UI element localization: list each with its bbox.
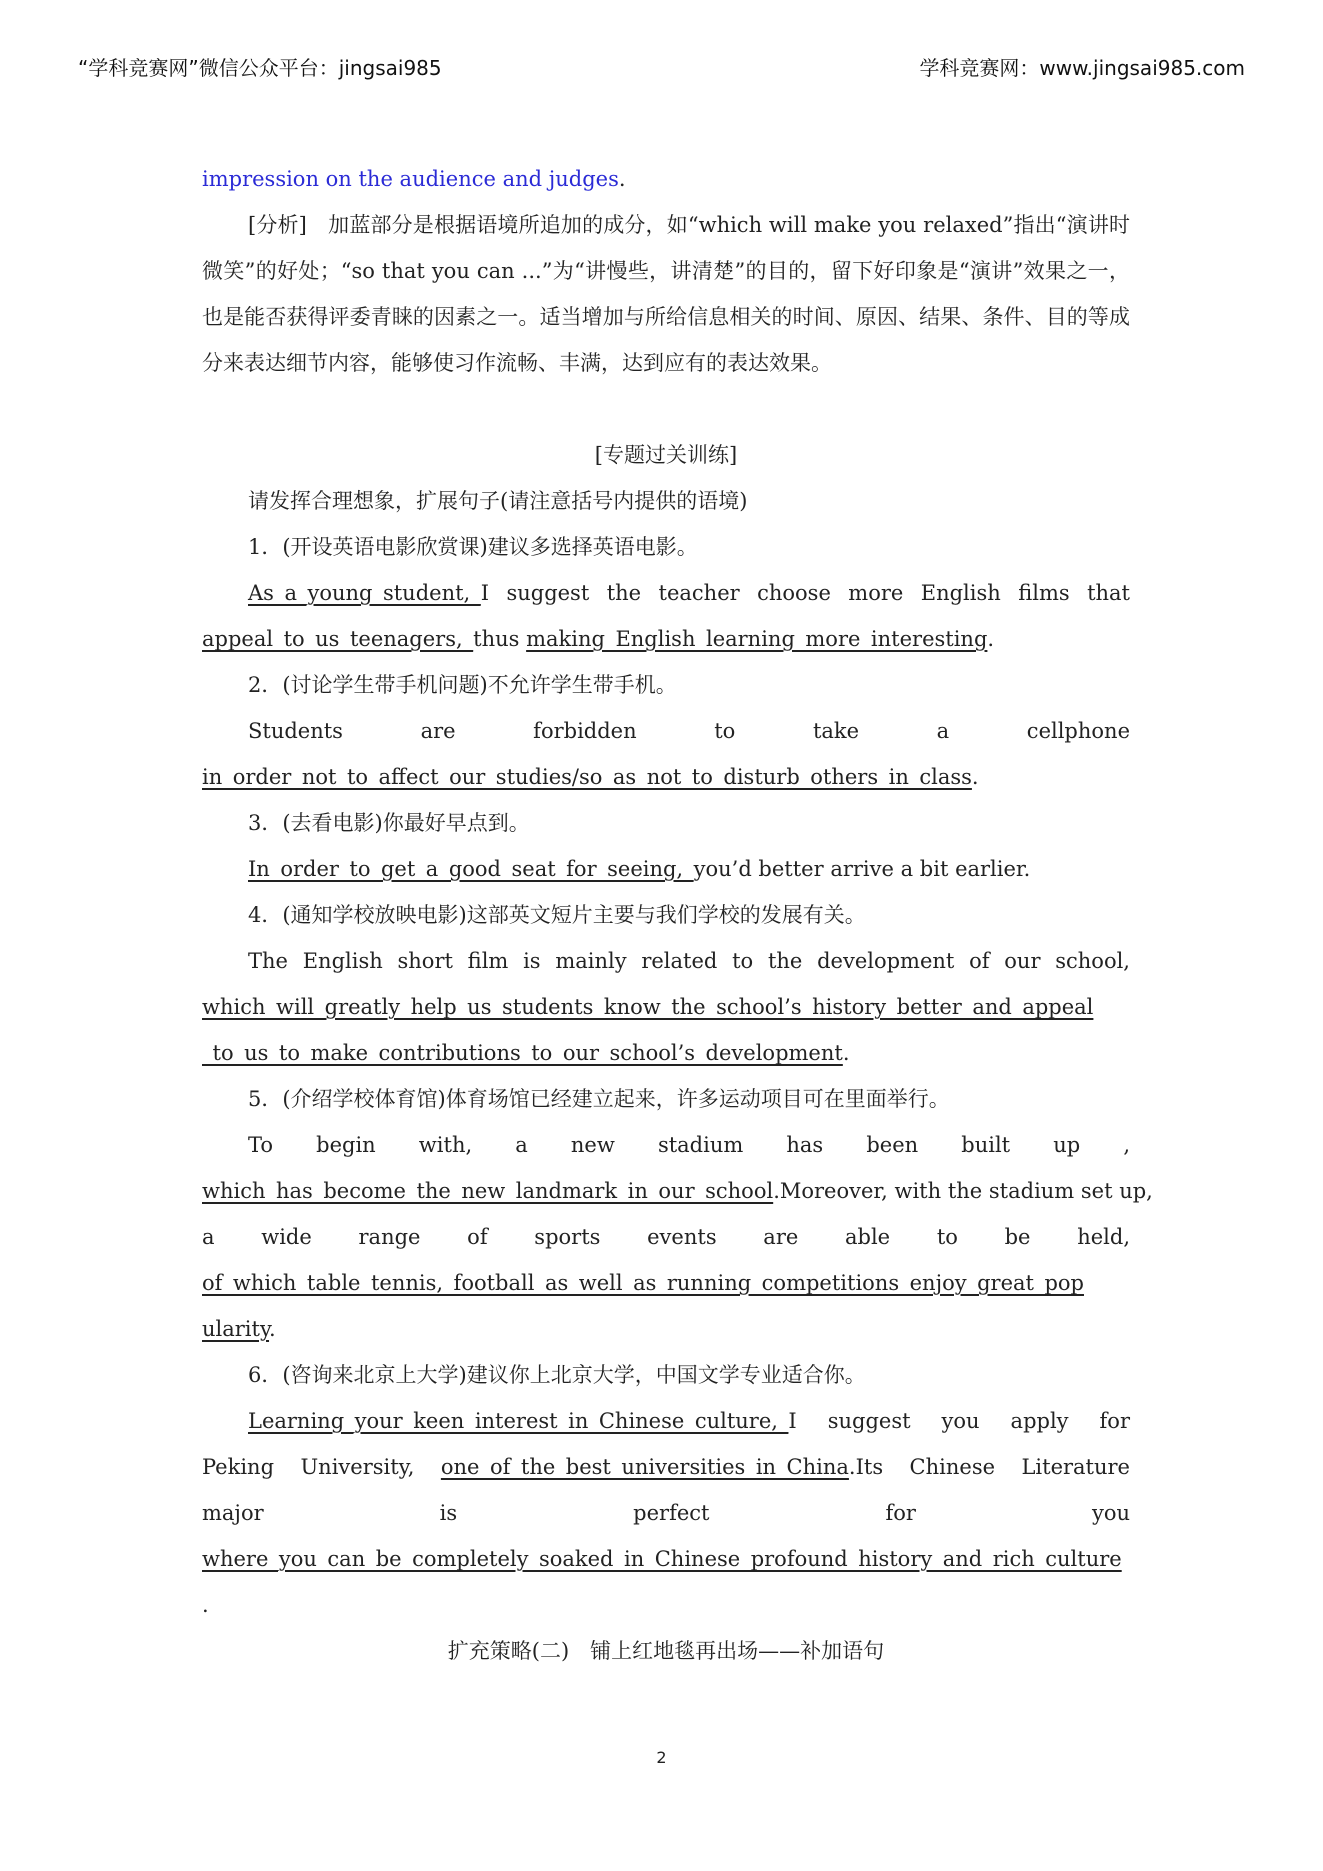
strategy-heading: 扩充策略(二) 铺上红地毯再出场——补加语句 [447, 1639, 885, 1663]
answer-6-line-3: major is perfect for you [202, 1501, 1130, 1525]
question-1: 1．(开设英语电影欣赏课)建议多选择英语电影。 [248, 535, 698, 559]
question-4: 4．(通知学校放映电影)这部英文短片主要与我们学校的发展有关。 [248, 903, 866, 927]
question-5: 5．(介绍学校体育馆)体育场馆已经建立起来，许多运动项目可在里面举行。 [248, 1087, 950, 1111]
answer-4-line-3: _to_us_to_make_contributions_to_our_school’s_development. [202, 1041, 850, 1065]
answer-5-line-1: To begin with, a new stadium has been built up , [248, 1133, 1130, 1157]
answer-4-line-1: The English short film is mainly related to the development of our school, [248, 949, 1130, 973]
instruction: 请发挥合理想象，扩展句子(请注意括号内提供的语境) [248, 489, 748, 513]
answer-3-line-1: In_order_to_get_a_good_seat_for_seeing,_you’d better arrive a bit earlier. [248, 857, 1031, 881]
header-left: “学科竞赛网”微信公众平台：jingsai985 [78, 56, 442, 80]
blue-added-text: impression on the audience and judges [202, 167, 619, 191]
answer-5-line-3: a wide range of sports events are able to be held, [202, 1225, 1130, 1249]
answer-5-line-2: which_has_become_the_new_landmark_in_our_school.Moreover, with the stadium set up, [202, 1179, 1153, 1203]
question-2: 2．(讨论学生带手机问题)不允许学生带手机。 [248, 673, 677, 697]
answer-1-line-1: As_a_young_student,_I suggest the teacher choose more English films that [248, 581, 1130, 605]
answer-4-line-2: which_will_greatly_help_us_students_know_the_school’s_history_better_and_appeal [202, 995, 1094, 1019]
answer-5-line-4: of_which_table_tennis,_football_as_well_as_running_competitions_enjoy_great_pop [202, 1271, 1084, 1295]
answer-6-line-5: . [202, 1593, 209, 1617]
answer-1-line-2: appeal_to_us_teenagers,_thus making_English_learning_more_interesting. [202, 627, 995, 651]
document-body [202, 156, 1153, 1674]
answer-5-line-5: ularity. [202, 1317, 276, 1341]
answer-6-line-1: Learning_your_keen_interest_in_Chinese_culture,_I suggest you apply for [248, 1409, 1130, 1433]
answer-6-line-4: where_you_can_be_completely_soaked_in_Chinese_profound_history_and_rich_culture [202, 1547, 1122, 1571]
header-right: 学科竞赛网：www.jingsai985.com [919, 56, 1245, 80]
answer-6-line-2: Peking University, one_of_the_best_universities_in_China.Its Chinese Literature [202, 1455, 1130, 1479]
answer-2-line-1: Students are forbidden to take a cellphone [248, 719, 1130, 743]
paragraph-continuation: impression on the audience and judges. [202, 167, 626, 191]
question-6: 6．(咨询来北京上大学)建议你上北京大学，中国文学专业适合你。 [248, 1363, 866, 1387]
page-number: 2 [656, 1748, 667, 1767]
analysis-paragraph: [分析] 加蓝部分是根据语境所追加的成分，如“which will make you relaxed”指出“演讲时微笑”的好处；“so that you can ...”为“讲慢些，讲清楚”的目的，留下好印象是“演讲”效果之一，也是能否获得评委青睐的因素之一。适当增加与所给信息相关的时间、原因、结果、条件、目的等成分来表达细节内容，能够使习作流畅、丰满，达到应有的表达效果。 [202, 213, 1130, 375]
section-title: [专题过关训练] [594, 443, 738, 467]
question-3: 3．(去看电影)你最好早点到。 [248, 811, 530, 835]
answer-2-line-2: in_order_not_to_affect_our_studies/so_as_not_to_disturb_others_in_class. [202, 765, 979, 789]
